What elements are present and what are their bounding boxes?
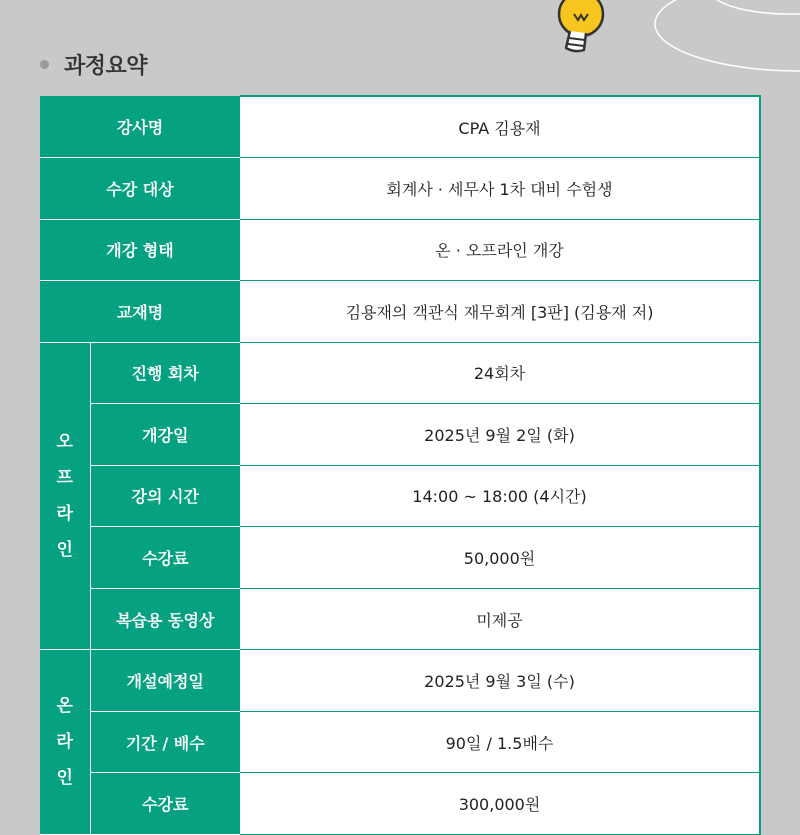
table-row [40,342,760,404]
table-row [40,773,760,835]
section-title: 과정요약 [64,53,148,79]
group-char: 온 [56,696,73,716]
course-summary-table [40,95,761,835]
table-row [40,158,760,220]
table-row [40,281,760,343]
row-value: CPA 김용재 [240,96,760,158]
row-value: 50,000원 [240,527,760,589]
row-label: 강의 시간 [90,465,240,527]
bullet-dot [40,60,49,69]
row-label: 강사명 [40,96,240,158]
row-label: 수강료 [90,527,240,589]
decorative-rings [655,0,800,71]
row-value: 2025년 9월 3일 (수) [240,650,760,712]
table-row [40,711,760,773]
row-label: 개설예정일 [90,650,240,712]
group-char: 라 [56,503,73,524]
row-value: 2025년 9월 2일 (화) [240,404,760,466]
section-header [40,46,147,82]
table-row [40,96,760,158]
row-label: 교재명 [40,281,240,343]
offline-group-label [40,342,90,650]
group-char: 오 [56,431,73,452]
row-label: 수강 대상 [40,158,240,220]
table-row [40,588,760,650]
row-label: 수강료 [90,773,240,835]
row-value: 회계사 · 세무사 1차 대비 수험생 [240,158,760,220]
table-row [40,465,760,527]
row-value: 300,000원 [240,773,760,835]
row-label: 복습용 동영상 [90,588,240,650]
group-char: 프 [56,467,73,488]
row-label: 기간 / 배수 [90,711,240,773]
row-value: 24회차 [240,342,760,404]
group-char: 라 [56,732,73,753]
row-value: 14:00 ~ 18:00 (4시간) [240,465,760,527]
table-row [40,404,760,466]
group-char: 인 [56,768,73,789]
row-label: 개강 형태 [40,219,240,281]
row-label: 진행 회차 [90,342,240,404]
lightbulb-icon [559,0,603,51]
row-value: 온 · 오프라인 개강 [240,219,760,281]
table-row [40,650,760,712]
row-value: 90일 / 1.5배수 [240,711,760,773]
table-row [40,219,760,281]
row-value: 김용재의 객관식 재무회계 [3판] (김용재 저) [240,281,760,343]
row-label: 개강일 [90,404,240,466]
online-group-label [40,650,90,835]
row-value: 미제공 [240,588,760,650]
table-row [40,527,760,589]
group-char: 인 [56,540,73,561]
